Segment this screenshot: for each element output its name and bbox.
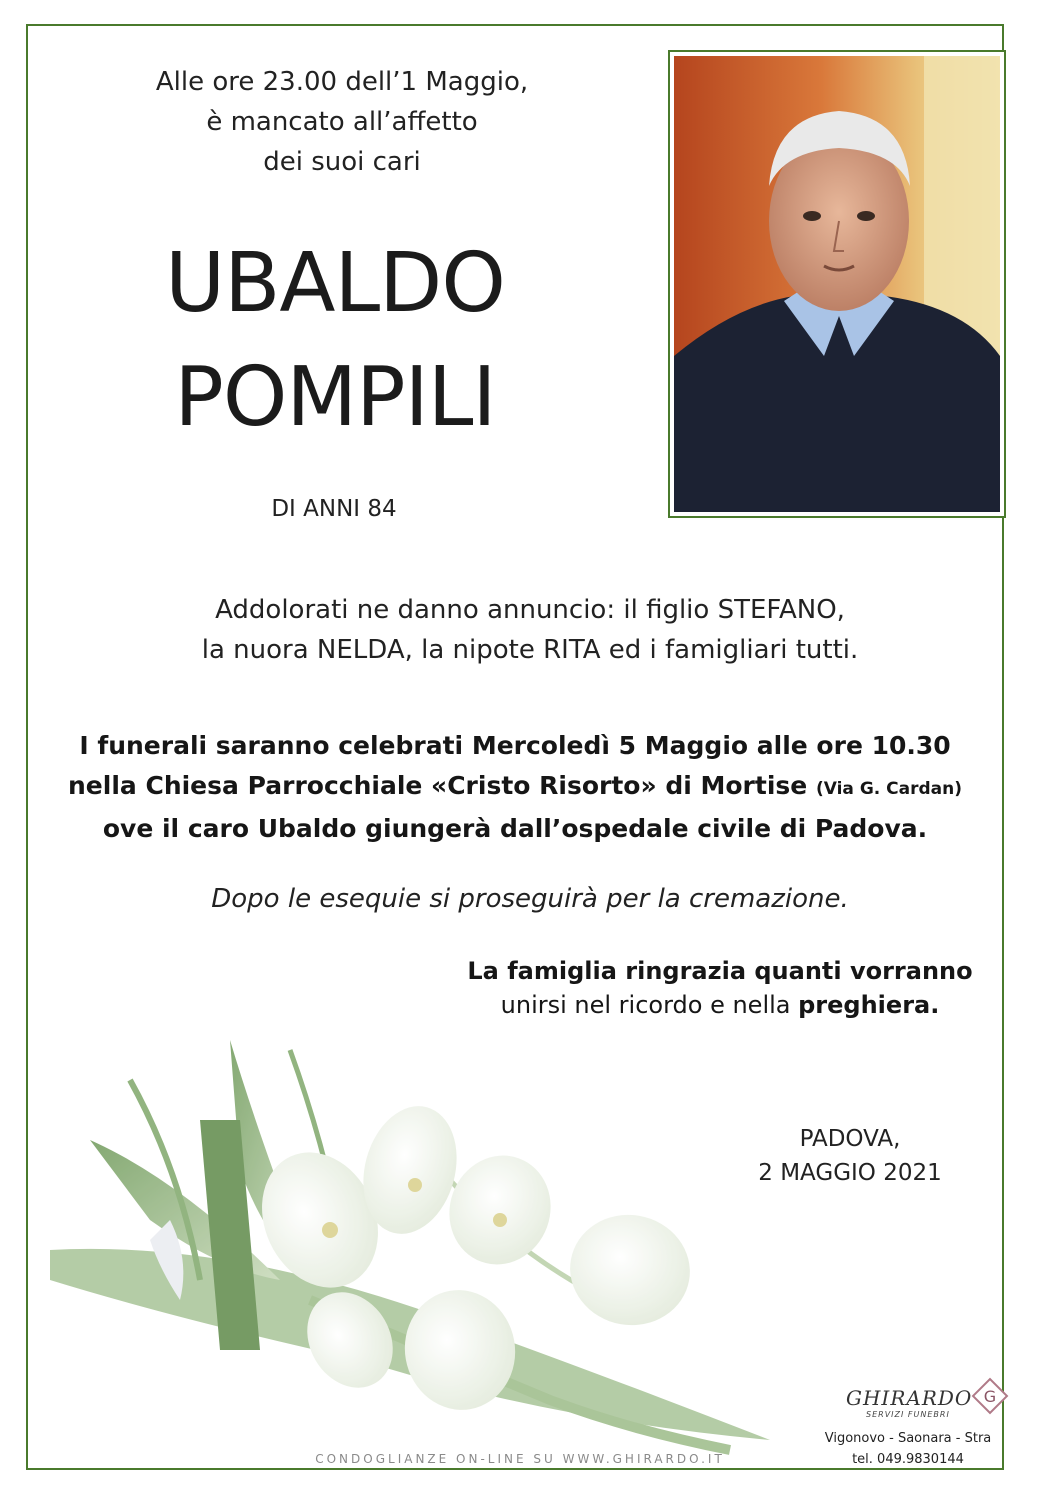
online-condolences-footer: CONDOGLIANZE ON-LINE SU WWW.GHIRARDO.IT xyxy=(315,1452,725,1466)
funeral-address: (Via G. Cardan) xyxy=(815,779,962,799)
intro-line: è mancato all’affetto xyxy=(206,107,478,137)
agency-logo-icon xyxy=(970,1376,1010,1416)
agency-contact xyxy=(808,1428,1008,1470)
cremation-note: Dopo le esequie si proseguirà per la cremazione. xyxy=(211,884,849,914)
announcement-line: Addolorati ne danno annuncio: il figlio STEFANO, xyxy=(215,595,845,625)
calla-lily-bouquet-image xyxy=(30,1020,820,1470)
funeral-line xyxy=(40,766,990,809)
agency-locations: Vigonovo - Saonara - Stra xyxy=(824,1431,992,1446)
intro-line: dei suoi cari xyxy=(263,147,421,177)
agency-logo-name: GHIRARDO xyxy=(846,1386,973,1410)
agency-phone: tel. 049.9830144 xyxy=(852,1452,964,1467)
thanks-line: La famiglia ringrazia quanti vorranno xyxy=(467,957,973,985)
funeral-church: nella Chiesa Parrocchiale «Cristo Risorto» di Mortise xyxy=(68,771,808,800)
thanks-line-bold: preghiera. xyxy=(798,991,940,1019)
deceased-first-name: UBALDO xyxy=(165,236,505,331)
agency-logo-letter: G xyxy=(983,1387,997,1406)
intro-text xyxy=(92,62,592,182)
funeral-details xyxy=(40,726,990,849)
place: PADOVA, xyxy=(799,1126,901,1152)
portrait-image xyxy=(674,56,1000,512)
intro-line: Alle ore 23.00 dell’1 Maggio, xyxy=(155,67,529,97)
date: 2 MAGGIO 2021 xyxy=(758,1160,942,1186)
agency-logo-subtitle: SERVIZI FUNEBRI xyxy=(866,1410,950,1419)
deceased-last-name: POMPILI xyxy=(174,350,496,445)
thanks-line-start: unirsi nel ricordo e nella xyxy=(500,991,799,1019)
announcement-text xyxy=(120,590,940,670)
deceased-age: DI ANNI 84 xyxy=(271,496,397,522)
funeral-line: ove il caro Ubaldo giungerà dall’ospedale civile di Padova. xyxy=(102,814,928,843)
funeral-line: I funerali saranno celebrati Mercoledì 5 Maggio alle ore 10.30 xyxy=(79,731,951,760)
portrait-photo xyxy=(668,50,1006,518)
announcement-line: la nuora NELDA, la nipote RITA ed i famigliari tutti. xyxy=(201,635,859,665)
thanks-line xyxy=(430,988,1010,1022)
thanks-text xyxy=(430,954,1010,1022)
